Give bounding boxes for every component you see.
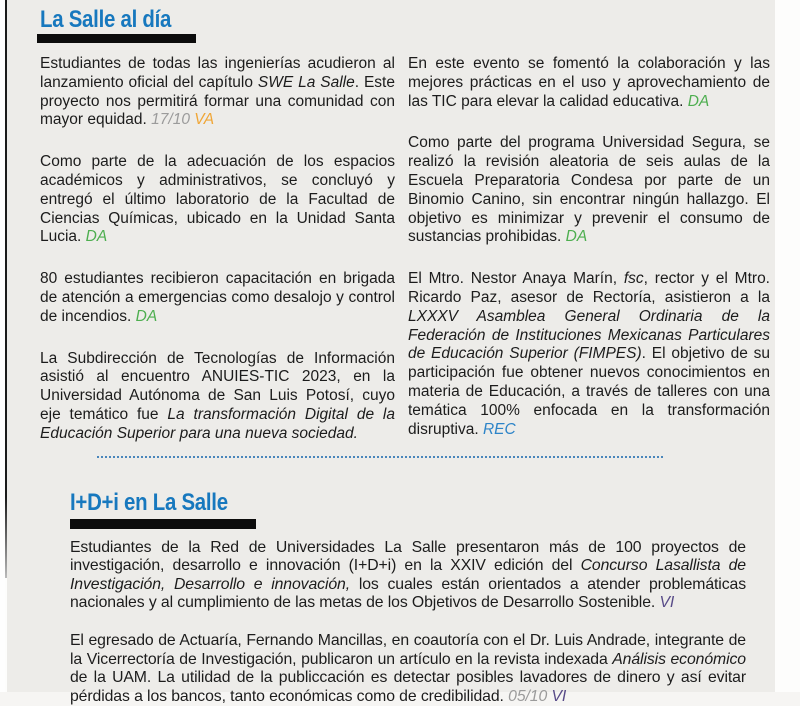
text-segment: SWE La Salle	[257, 73, 355, 91]
text-segment: El Mtro. Nestor Anaya Marín,	[408, 270, 624, 288]
source-tag: REC	[482, 420, 516, 438]
text-segment: Estudiantes de todas las ingenierías acudieron al lanzamiento oficial del capítulo	[40, 55, 395, 91]
right-column	[408, 55, 770, 444]
source-tag: VA	[194, 111, 215, 129]
text-segment: de la UAM. La utilidad de la publiccación es detectar posibles lavadores de dinero y así evitar pérdidas a los bancos, tanto económicas como de credibilidad.	[70, 669, 746, 705]
source-tag: VI	[551, 687, 567, 705]
source-tag: DA	[687, 92, 710, 110]
text-segment: fsc	[623, 270, 644, 288]
section-la-salle-al-dia	[40, 6, 770, 444]
text-segment: , rector y el Mtro. Ricardo Paz, asesor de Rectoría, asistieron a la	[408, 270, 770, 306]
date-stamp: 05/10	[508, 687, 548, 705]
date-stamp: 17/10	[151, 111, 190, 129]
text-segment: En este evento se fomentó la colaboración y las mejores prácticas en el uso y aprovechamiento de las TIC para elevar la calidad educativa.	[408, 55, 770, 110]
text-segment: LXXXV Asamblea General Ordinaria de la Federación de Instituciones Mexicanas Particulares de Educación Superior (FIMPES)	[408, 307, 770, 363]
source-tag: DA	[565, 228, 588, 246]
text-segment: El egresado de Actuaría, Fernando Mancillas, en coautoría con el Dr. Luis Andrade, integrante de la Vicerrectoría de Investigación, publicaron un artículo en la revista indexada	[70, 631, 746, 668]
text-segment: Como parte del programa Universidad Segura, se realizó la revisión aleatoria de seis aulas de la Escuela Preparatoria Condesa por parte de un Binomio Canino, sin encontrar ningún hallazgo. El objetivo es minimizar y prevenir el consumo de sustancias prohibidas.	[408, 134, 770, 246]
text-segment: 80 estudiantes recibieron capacitación en brigada de atención a emergencias como desalojo y control de incendios.	[40, 270, 395, 325]
source-tag: DA	[135, 307, 158, 325]
section-idi-en-la-salle	[70, 489, 770, 706]
source-tag: DA	[85, 228, 108, 246]
news-paragraph	[408, 134, 770, 247]
news-paragraph	[408, 270, 770, 439]
news-paragraph	[40, 55, 395, 130]
news-paragraph	[70, 632, 746, 706]
title-underline-bar	[70, 519, 256, 529]
text-segment: Concurso Lasallista de Investigación, Desarrollo e innovación,	[70, 557, 746, 593]
news-paragraph	[40, 350, 395, 444]
section-title-idi-en-la-salle: I+D+i en La Salle	[70, 488, 228, 516]
news-paragraph	[70, 539, 746, 613]
left-column	[40, 55, 395, 444]
news-paragraph	[40, 270, 395, 326]
text-segment: . El objetivo de su participación fue obtener nuevos conocimientos en materia de Educación, a través de talleres con una temática 100% enfocada en la transformación disruptiva.	[408, 345, 770, 438]
title-underline-bar	[37, 34, 196, 43]
text-segment: La Subdirección de Tecnologías de Información asistió al encuentro ANUIES-TIC 2023, en la Universidad Autónoma de San Luis Potosí, cuyo eje temático fue	[40, 349, 395, 423]
news-paragraph	[40, 153, 395, 247]
text-segment: . Este proyecto nos permitirá formar una comunidad con mayor equidad.	[40, 73, 395, 129]
dashed-divider	[97, 456, 665, 458]
news-paragraph	[408, 55, 770, 111]
source-tag: VI	[659, 594, 675, 612]
two-column-layout	[40, 55, 770, 444]
section-title-la-salle-al-dia: La Salle al día	[40, 6, 172, 33]
text-segment: La transformación Digital de la Educación Superior para una nueva sociedad.	[40, 405, 395, 442]
text-segment: Estudiantes de la Red de Universidades La Salle presentaron más de 100 proyectos de investigación, desarrollo e innovación (I+D+i) en la XXIV edición del	[70, 538, 746, 575]
text-segment: los cuales están orientados a atender problemáticas nacionales y al cumplimiento de las metas de los Objetivos de Desarrollo Sostenible.	[70, 575, 746, 612]
page-content	[7, 0, 775, 705]
text-segment: Análisis económico	[612, 650, 746, 668]
text-segment: Como parte de la adecuación de los espacios académicos y administrativos, se concluyó y entregó el último laboratorio de la Facultad de Ciencias Químicas, ubicado en la Unidad Santa Lucia.	[40, 153, 395, 246]
